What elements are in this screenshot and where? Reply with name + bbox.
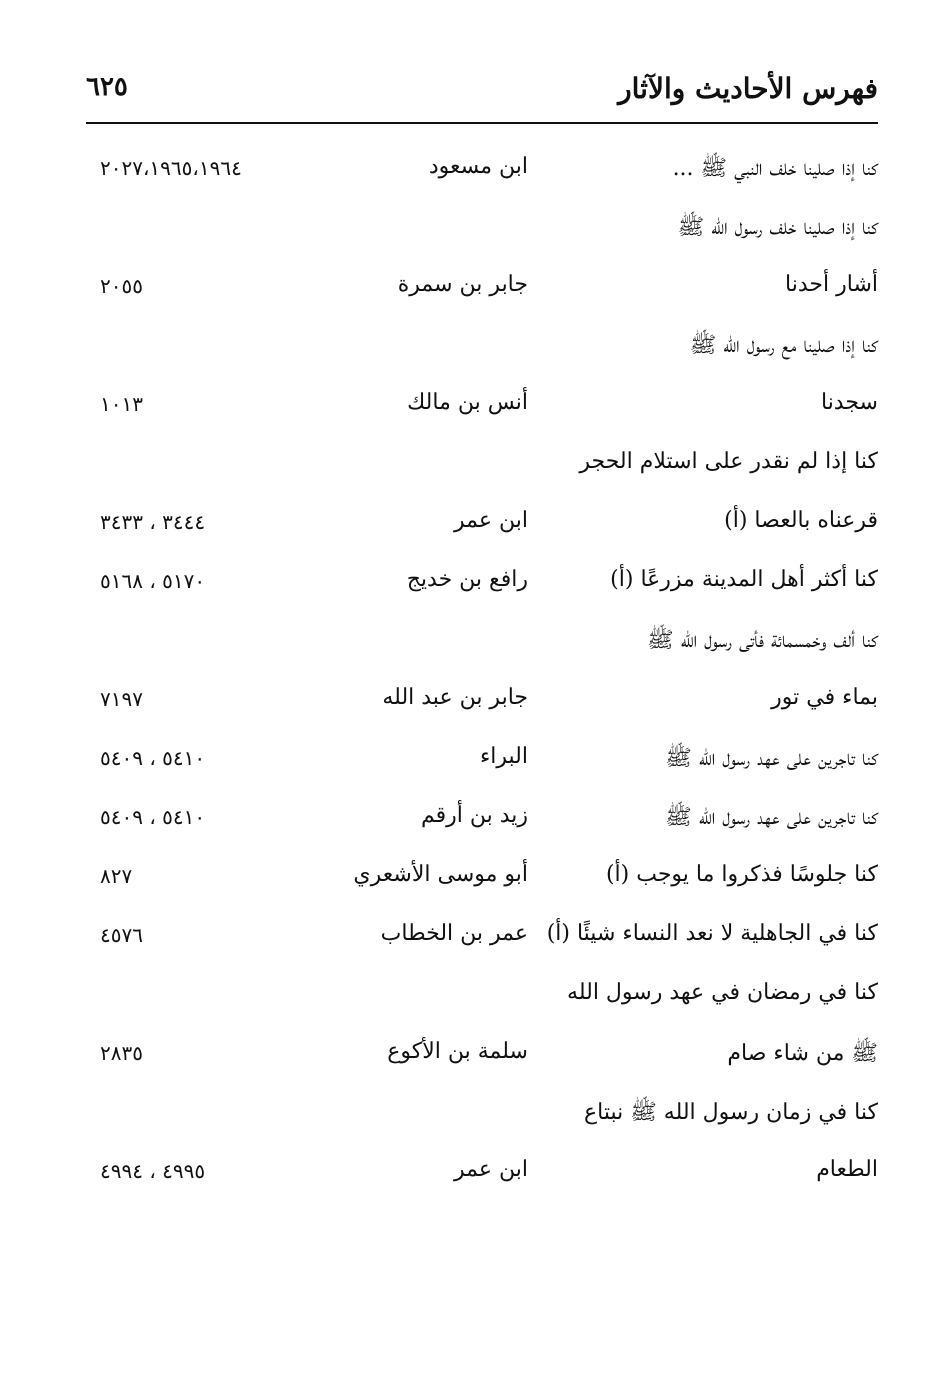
narrator-name: زيد بن أرقم	[420, 803, 528, 828]
hadith-text: سجدنا	[820, 390, 878, 415]
hadith-text: كنا إذا صلينا مع رسول الله ﷺ	[689, 333, 878, 358]
narrator-name: أنس بن مالك	[407, 390, 528, 415]
page-number: ٦٢٥	[86, 72, 128, 102]
narrator-name: عمر بن الخطاب	[380, 921, 528, 946]
hadith-text: كنا تاجرين على عهد رسول الله ﷺ	[665, 746, 878, 771]
hadith-text: كنا تاجرين على عهد رسول الله ﷺ	[665, 805, 878, 830]
hadith-numbers: ٧١٩٧	[100, 687, 143, 711]
index-row	[86, 909, 878, 968]
hadith-text: ﷺ من شاء صام	[727, 1041, 878, 1066]
hadith-text: الطعام	[816, 1157, 878, 1182]
narrator-name: ابن عمر	[454, 508, 528, 533]
hadith-numbers: ٢٨٣٥	[100, 1041, 143, 1065]
hadith-numbers: ٣٤٤٤ ، ٣٤٣٣	[100, 510, 206, 534]
hadith-text: كنا إذا صلينا خلف رسول الله ﷺ	[677, 215, 878, 240]
index-row	[86, 378, 878, 437]
hadith-numbers: ٤٥٧٦	[100, 923, 143, 947]
hadith-numbers: ٥٤١٠ ، ٥٤٠٩	[100, 746, 206, 770]
narrator-name: ابن مسعود	[428, 154, 528, 179]
hadith-text: كنا أكثر أهل المدينة مزرعًا (أ)	[610, 567, 878, 592]
hadith-numbers: ٥٤١٠ ، ٥٤٠٩	[100, 805, 206, 829]
hadith-text: قرعناه بالعصا (أ)	[724, 508, 878, 533]
header-divider	[86, 122, 878, 124]
index-row	[86, 260, 878, 319]
hadith-numbers: ١٠١٣	[100, 392, 143, 416]
index-row	[86, 142, 878, 201]
hadith-text: أشار أحدنا	[785, 272, 878, 297]
index-row	[86, 555, 878, 614]
index-row	[86, 319, 878, 378]
hadith-text: بماء في تور	[771, 685, 878, 710]
narrator-name: رافع بن خديج	[406, 567, 528, 592]
index-row	[86, 1027, 878, 1086]
index-row	[86, 968, 878, 1027]
narrator-name: ابن عمر	[454, 1157, 528, 1182]
page-header	[86, 66, 878, 126]
hadith-text: كنا إذا لم نقدر على استلام الحجر	[579, 449, 878, 474]
hadith-numbers: ٨٢٧	[100, 864, 133, 888]
hadith-text: كنا جلوسًا فذكروا ما يوجب (أ)	[605, 862, 878, 887]
hadith-text: كنا في زمان رسول الله ﷺ نبتاع	[583, 1100, 878, 1125]
index-row	[86, 496, 878, 555]
index-row	[86, 437, 878, 496]
hadith-numbers: ٤٩٩٥ ، ٤٩٩٤	[100, 1159, 206, 1183]
hadith-text: كنا إذا صلينا خلف النبي ﷺ ...	[672, 156, 878, 181]
hadith-numbers: ٥١٧٠ ، ٥١٦٨	[100, 569, 206, 593]
index-row	[86, 1086, 878, 1145]
index-row	[86, 732, 878, 791]
index-row	[86, 673, 878, 732]
index-row	[86, 201, 878, 260]
hadith-text: كنا ألف وخمسمائة فأتى رسول الله ﷺ	[647, 628, 878, 653]
page-title: فهرس الأحاديث والآثار	[618, 72, 878, 105]
index-row	[86, 791, 878, 850]
index-row	[86, 614, 878, 673]
narrator-name: أبو موسى الأشعري	[353, 862, 528, 887]
narrator-name: سلمة بن الأكوع	[387, 1039, 528, 1064]
hadith-text: كنا في رمضان في عهد رسول الله	[567, 980, 878, 1005]
index-row	[86, 850, 878, 909]
narrator-name: جابر بن سمرة	[397, 272, 528, 297]
hadith-index-list	[86, 142, 878, 1204]
index-row	[86, 1145, 878, 1204]
hadith-numbers: ٢٠٢٧،١٩٦٥،١٩٦٤	[100, 156, 242, 180]
hadith-text: كنا في الجاهلية لا نعد النساء شيئًا (أ)	[546, 921, 878, 946]
hadith-numbers: ٢٠٥٥	[100, 274, 143, 298]
narrator-name: جابر بن عبد الله	[382, 685, 528, 710]
narrator-name: البراء	[479, 744, 528, 769]
